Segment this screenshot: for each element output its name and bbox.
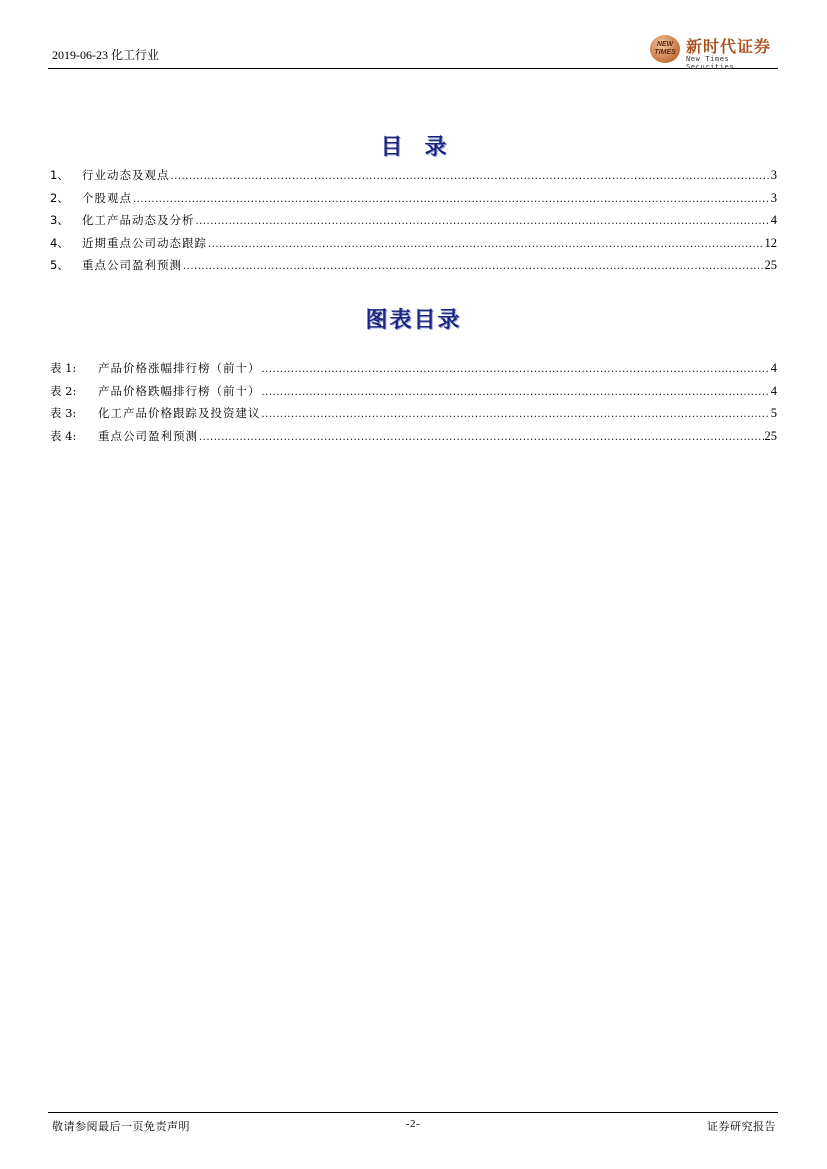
header-date-sector: 2019-06-23 化工行业 [52, 48, 159, 62]
figure-toc-text[interactable]: 产品价格涨幅排行榜（前十） [98, 361, 261, 375]
logo-emblem-top-text: NEW [656, 41, 674, 48]
toc-item[interactable] [50, 190, 777, 213]
toc-item[interactable] [50, 235, 777, 258]
toc-item-page[interactable]: 3 [770, 168, 777, 182]
toc-leader-dots [199, 432, 764, 443]
toc-item-page[interactable]: 12 [764, 235, 777, 250]
figure-toc-number: 表 1: [50, 361, 77, 375]
figure-toc-text[interactable]: 化工产品价格跟踪及投资建议 [98, 406, 261, 420]
toc-item[interactable] [50, 167, 777, 190]
figure-toc-number: 表 3: [50, 406, 77, 420]
figure-toc-number: 表 2: [50, 383, 77, 398]
toc-item-text[interactable]: 化工产品动态及分析 [82, 213, 195, 227]
toc-item-text[interactable]: 个股观点 [82, 190, 132, 205]
toc-title: 目录 [380, 135, 469, 160]
figure-toc-text[interactable]: 产品价格跌幅排行榜（前十） [98, 383, 261, 398]
toc-item-page[interactable]: 25 [764, 258, 777, 272]
toc-item-text[interactable]: 行业动态及观点 [82, 168, 170, 182]
footer-doc-type: 证券研究报告 [707, 1120, 776, 1133]
logo-emblem-icon [650, 35, 680, 63]
toc-item-text[interactable]: 重点公司盈利预测 [82, 258, 182, 272]
toc-leader-dots [133, 194, 770, 205]
figure-toc-page[interactable]: 5 [770, 406, 777, 420]
toc-item-text[interactable]: 近期重点公司动态跟踪 [82, 235, 207, 250]
toc-item[interactable] [50, 257, 777, 280]
figure-toc-page[interactable]: 25 [764, 428, 777, 443]
toc-leader-dots [262, 387, 770, 398]
figure-toc-item[interactable] [50, 383, 777, 406]
toc-leader-dots [171, 171, 770, 182]
toc-item-number: 3、 [50, 213, 69, 227]
figure-toc-item[interactable] [50, 428, 777, 451]
figure-toc-title: 图表目录 [365, 308, 462, 333]
figure-toc-text[interactable]: 重点公司盈利预测 [98, 428, 198, 443]
logo-cn-name: 新时代证券 [686, 37, 772, 56]
toc-item-page[interactable]: 3 [770, 190, 777, 205]
page-header [48, 34, 778, 69]
page-footer [48, 1112, 778, 1135]
figure-toc-item[interactable] [50, 405, 777, 428]
logo-en-name: New Times Securities [686, 55, 735, 71]
toc-item-number: 2、 [50, 190, 69, 205]
toc-item-number: 4、 [50, 235, 69, 250]
toc-item[interactable] [50, 212, 777, 235]
figure-toc-list [50, 360, 777, 450]
toc-leader-dots [262, 409, 770, 420]
toc-item-page[interactable]: 4 [770, 213, 777, 227]
toc-item-number: 1、 [50, 168, 69, 182]
logo-emblem-bottom-text: TIMES [654, 49, 676, 56]
company-logo [648, 34, 778, 71]
toc-leader-dots [196, 216, 770, 227]
figure-toc-number: 表 4: [50, 428, 77, 443]
toc-list [50, 167, 777, 280]
figure-toc-page[interactable]: 4 [770, 361, 777, 375]
toc-leader-dots [208, 239, 764, 250]
toc-leader-dots [262, 364, 770, 375]
footer-disclaimer: 敬请参阅最后一页免责声明 [52, 1120, 190, 1133]
toc-leader-dots [183, 261, 764, 272]
footer-page-number: -2- [405, 1118, 421, 1130]
figure-toc-page[interactable]: 4 [770, 383, 777, 398]
figure-toc-item[interactable] [50, 360, 777, 383]
toc-item-number: 5、 [50, 258, 69, 272]
